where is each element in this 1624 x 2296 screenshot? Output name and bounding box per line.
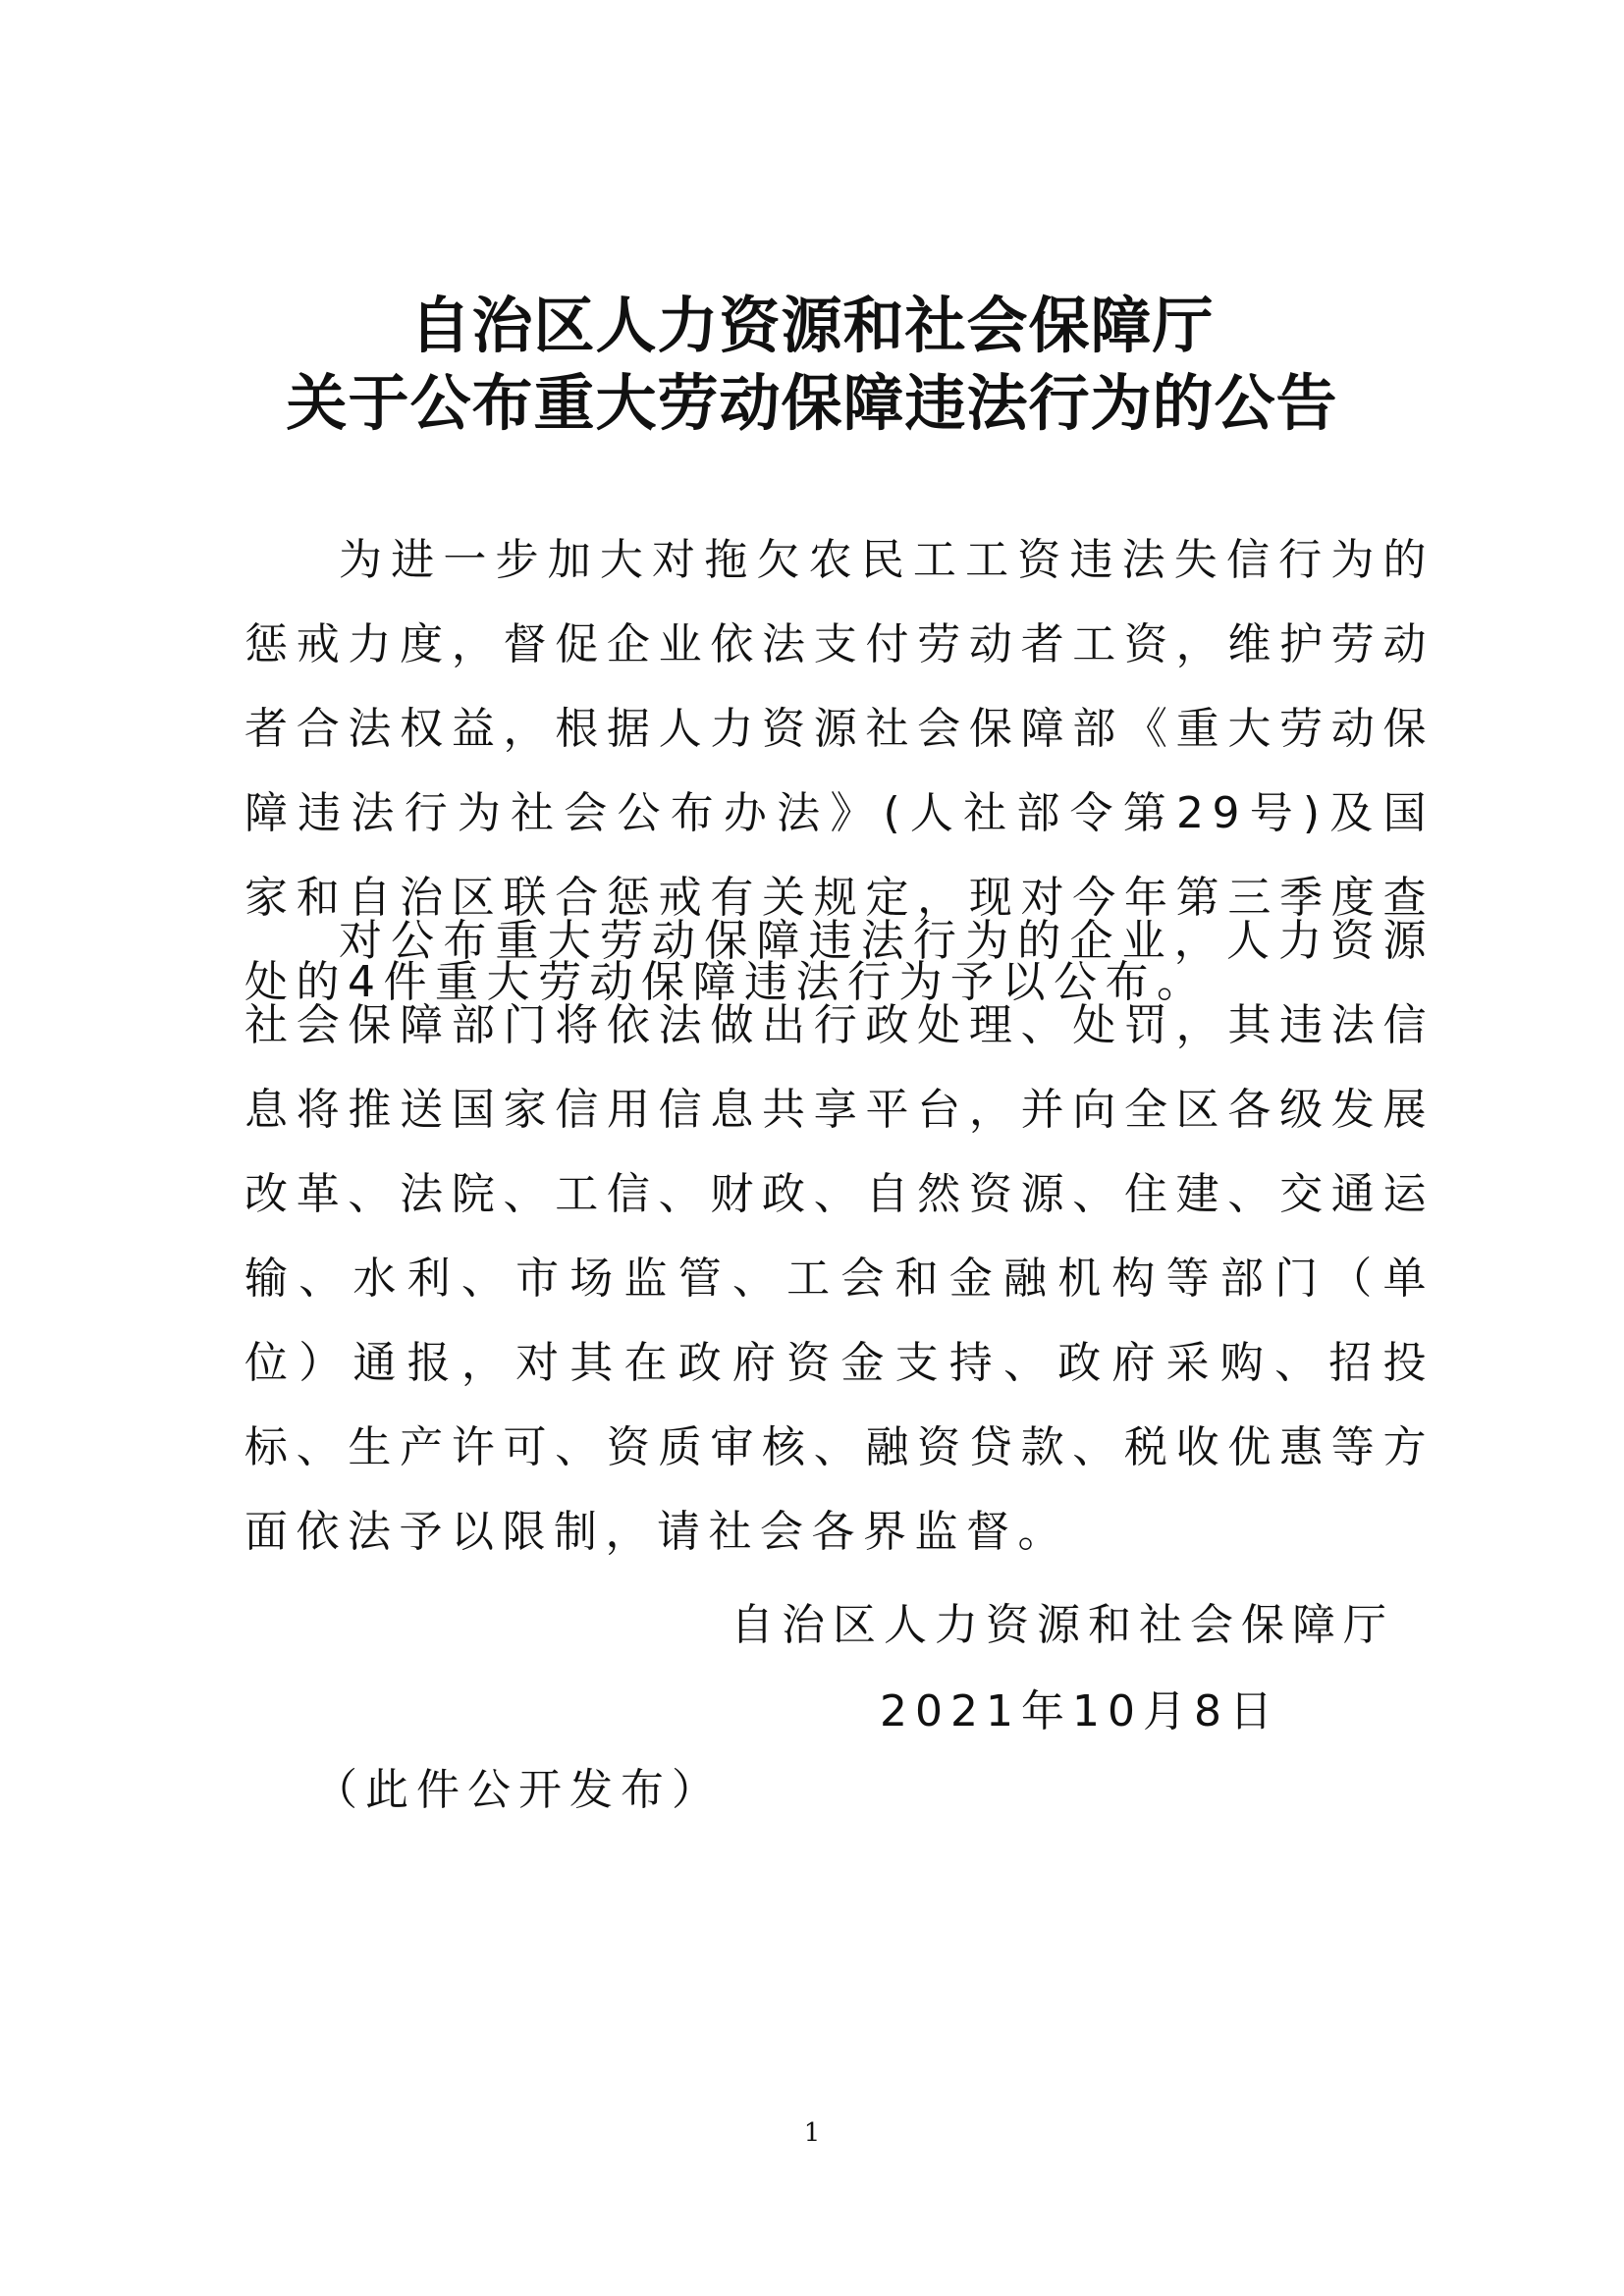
signature-date: 2021年10月8日	[880, 1686, 1280, 1736]
paragraph-1: 为进一步加大对拖欠农民工工资违法失信行为的惩戒力度，督促企业依法支付劳动者工资，维护劳动者合法权益，根据人力资源社会保障部《重大劳动保障违法行为社会公布办法》(人社部令第29号)及国家和自治区联合惩戒有关规定，现对今年第三季度查处的4件重大劳动保障违法行为予以公布。	[244, 535, 1435, 1007]
signature-organization: 自治区人力资源和社会保障厅	[731, 1600, 1394, 1650]
release-note: （此件公开发布）	[314, 1765, 723, 1815]
document-title-line-2: 关于公布重大劳动保障违法行为的公告	[286, 367, 1338, 439]
document-title-line-1: 自治区人力资源和社会保障厅	[409, 290, 1215, 361]
page-number: 1	[803, 2118, 821, 2148]
paragraph-2-block	[244, 899, 1435, 1575]
paragraph-2: 对公布重大劳动保障违法行为的企业，人力资源社会保障部门将依法做出行政处理、处罚，其违法信息将推送国家信用信息共享平台，并向全区各级发展改革、法院、工信、财政、自然资源、住建、交通运输、水利、市场监管、工会和金融机构等部门（单位）通报，对其在政府资金支持、政府采购、招投标、生产许可、资质审核、融资贷款、税收优惠等方面依法予以限制，请社会各界监督。	[244, 916, 1435, 1557]
